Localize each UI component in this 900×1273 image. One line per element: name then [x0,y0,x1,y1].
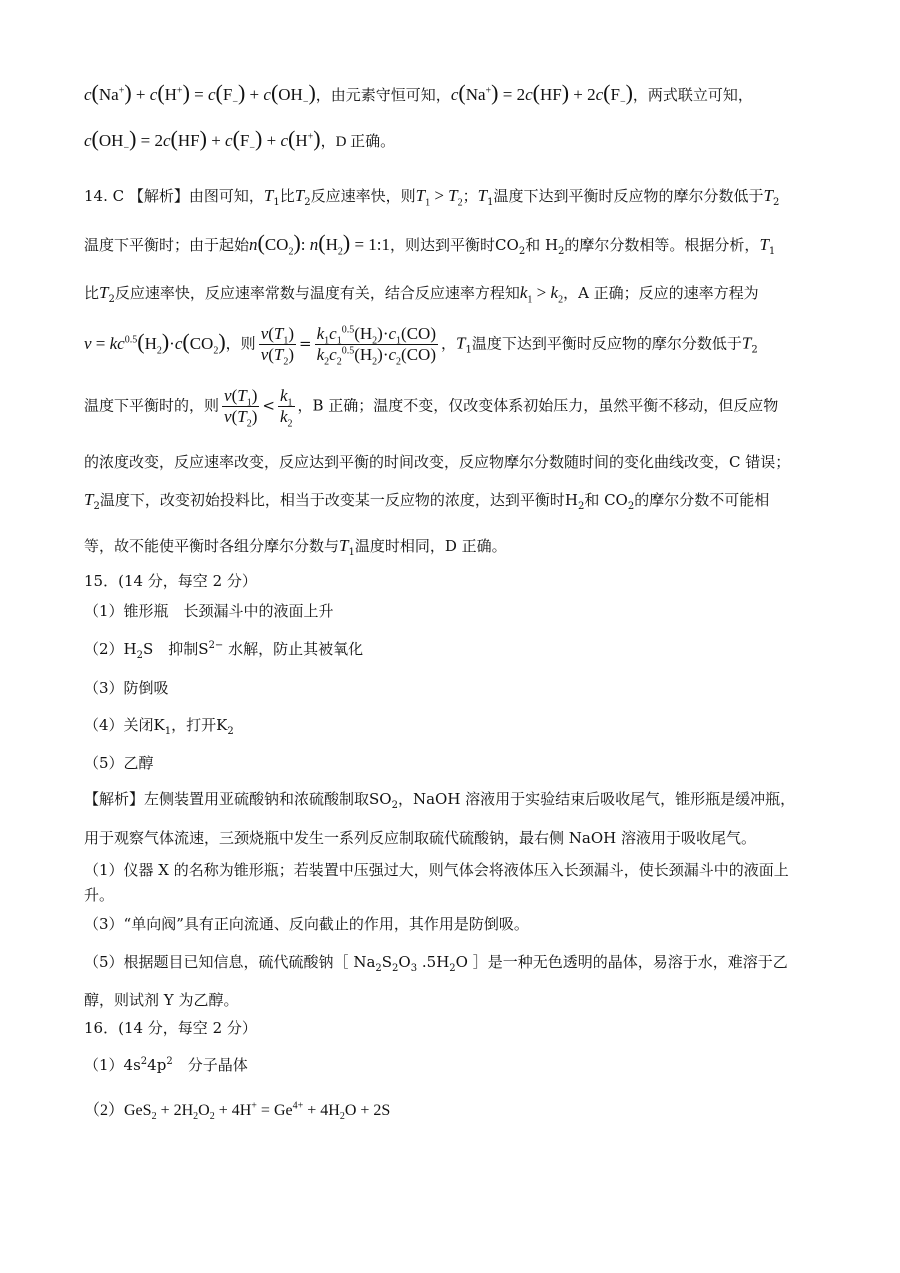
q15-analysis-5: （3）“单向阀”具有正向流通、反向截止的作用，其作用是防倒吸。 [84,915,529,933]
k-ratio-fraction: $\frac{k_1}{k_2}$ [279,386,293,430]
rate-ratio-fraction: $\frac{v(T_1)}{v(T_2)}$ [260,324,295,368]
q14-line-4: $v = kc^{0.5}(H_2)\cdot c(CO_2)$，则 $\frac{v(T_1)}{v(T_2)}$ = $\frac{k_1c_1^{0.5}(H_2)\cdot c_1(CO)}{k_2c_2^{0.5}(H_2)\cdot c_2(CO)}$ ，$T_1$温度下达到平衡时反应物的摩尔分数低于$T_2$ [84,324,758,368]
q15-analysis-1: 【解析】左侧装置用亚硫酸钠和浓硫酸制取$SO_2$，NaOH 溶液用于实验结束后吸收尾气，锥形瓶是缓冲瓶， [84,790,796,811]
q15-analysis-2: 用于观察气体流速，三颈烧瓶中发生一系列反应制取硫代硫酸钠，最右侧 NaOH 溶液用于吸收尾气。 [84,829,756,847]
q15-answer-5: （5）乙醇 [84,754,154,772]
q14-line-2: 温度下平衡时；由于起始$n(CO_2)$: $n(H_2)$ = 1:1，则达到平衡时$CO_2$和 $H_2$的摩尔分数相等。根据分析，$T_1$ [84,230,776,258]
q15-analysis-4: 升。 [84,886,115,904]
rate-ratio-fraction-2: $\frac{v(T_1)}{v(T_2)}$ [224,386,258,430]
q15-answer-3: （3）防倒吸 [84,679,169,697]
q14-line-3: 比$T_2$反应速率快，反应速率常数与温度有关，结合反应速率方程知$k_1 > k_2$，A 正确；反应的速率方程为 [84,283,759,306]
q15-answer-2: $(2)H_2S$ 抑制$S^{2-}$ 水解，防止其被氧化 [84,640,364,661]
q16-answer-1: $(1)4s^24p^2$ 分子晶体 [84,1056,248,1074]
q14-line-7: $T_2$温度下，改变初始投料比，相当于改变某一反应物的浓度，达到平衡时$H_2$和 $CO_2$的摩尔分数不可能相 [84,490,770,512]
q15-analysis-3: （1）仪器 X 的名称为锥形瓶；若装置中压强过大，则气体会将液体压入长颈漏斗，使长颈漏斗中的液面上 [84,861,789,879]
q14-line-8: 等，故不能使平衡时各组分摩尔分数与$T_1$温度时相同，D 正确。 [84,536,507,558]
q15-answer-1: （1）锥形瓶 长颈漏斗中的液面上升 [84,602,334,620]
q15-analysis-7: 醇，则试剂 Y 为乙醇。 [84,991,239,1009]
equation-line-2: $c(OH_-) = 2c(HF) + c(F_-) + c(H^+)$，D 正确。 [84,126,396,154]
q15-answer-4: （4）关闭$K_1$，打开$K_2$ [84,716,234,737]
q16-heading: 16．(14 分，每空 2 分） [84,1019,257,1037]
q15-analysis-6: （5）根据题目已知信息，硫代硫酸钠［ $Na_2S_2O_3$ $.5H_2O$ ］是一种无色透明的晶体，易溶于水，难溶于乙 [84,953,788,974]
q14-line-1: 14. C 【解析】由图可知，$T_1$比$T_2$反应速率快，则$T_1 > T_2$；$T_1$温度下达到平衡时反应物的摩尔分数低于$T_2$ [84,186,780,209]
q14-line-6: 的浓度改变，反应速率改变，反应达到平衡的时间改变，反应物摩尔分数随时间的变化曲线改变，C 错误； [84,453,791,471]
q16-answer-2: $(2)GeS_2 + 2H_2O_2 + 4H^+ = Ge^{4+} + 4H_2O + 2S$ [84,1100,391,1123]
q14-line-5: 温度下平衡时的，则 $\frac{v(T_1)}{v(T_2)}$ < $\frac{k_1}{k_2}$ ，B 正确；温度不变，仅改变体系初始压力，虽然平衡不移动，但反应物 [84,386,779,430]
q15-heading: 15．(14 分，每空 2 分） [84,572,257,590]
rate-expression-fraction: $\frac{k_1c_1^{0.5}(H_2)\cdot c_1(CO)}{k_2c_2^{0.5}(H_2)\cdot c_2(CO)}$ [316,324,436,368]
equation-line-1: $c(Na^+) + c(H^+) = c(F_-) + c(OH_-)$，由元素守恒可知，$c(Na^+) = 2c(HF) + 2c(F_-)$，两式联立可知， [84,80,753,108]
